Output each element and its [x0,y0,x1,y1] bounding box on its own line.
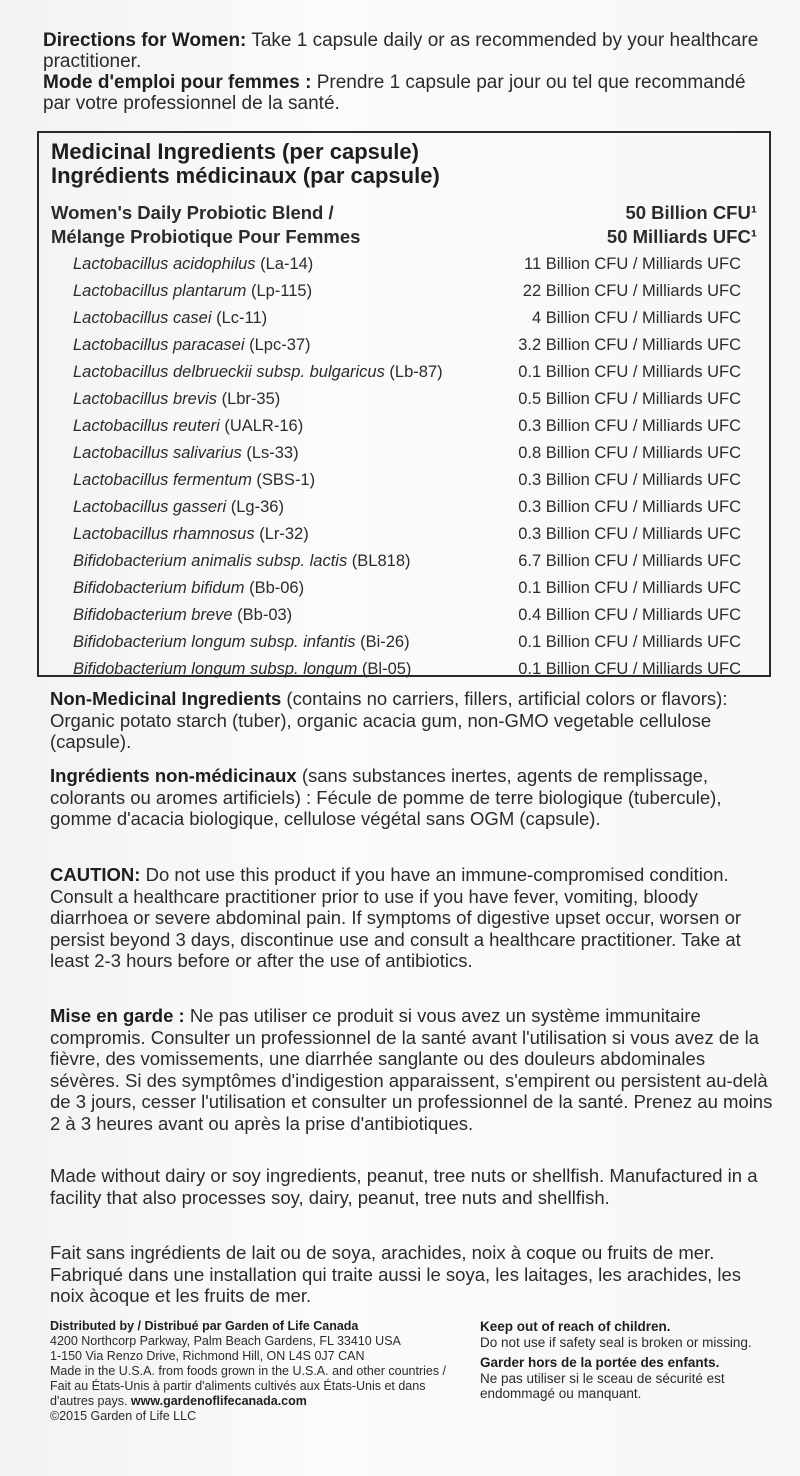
ingredient-amount: 0.1 Billion CFU / Milliards UFC [518,660,741,678]
ingredient-row [73,440,741,467]
ingredient-row [73,548,741,575]
ingredient-amount: 3.2 Billion CFU / Milliards UFC [518,336,741,354]
ingredient-row [73,251,741,278]
ingredient-row [73,575,741,602]
ingredient-list [73,251,741,683]
ingredient-name: Lactobacillus casei (Lc-11) [73,309,268,327]
ingredient-name: Lactobacillus delbrueckii subsp. bulgaricus (Lb-87) [73,363,443,381]
ingredient-amount: 0.1 Billion CFU / Milliards UFC [518,579,741,597]
ingredient-name: Bifidobacterium bifidum (Bb-06) [73,579,305,597]
website-link[interactable]: www.gardenoflifecanada.com [130,1394,307,1408]
ingredient-amount: 0.3 Billion CFU / Milliards UFC [518,417,741,435]
ingredient-amount: 11 Billion CFU / Milliards UFC [524,255,741,273]
ingredient-amount: 0.3 Billion CFU / Milliards UFC [518,525,741,543]
allergen-statement-en: Made without dairy or soy ingredients, peanut, tree nuts or shellfish. Manufactured in a facility that also processes soy, dairy, peanut, tree nuts and shellfish. [50,1165,758,1208]
ingredient-name: Bifidobacterium animalis subsp. lactis (BL818) [73,552,411,570]
allergen-statement-fr: Fait sans ingrédients de lait ou de soya, arachides, noix à coque ou fruits de mer. Fabriqué dans une installation qui traite aussi le soya, les laitages, les arachides, les noix àcoque et les fruits de mer. [50,1242,742,1306]
ingredient-row [73,629,741,656]
directions-fr: Mode d'emploi pour femmes : Prendre 1 capsule par jour ou tel que recommandé par votre professionnel de la santé. [43,72,746,114]
medicinal-ingredients-box [37,131,771,677]
ingredient-amount: 0.1 Billion CFU / Milliards UFC [518,363,741,381]
directions-section [43,30,763,114]
ingredient-name: Lactobacillus reuteri (UALR-16) [73,417,304,435]
ingredient-amount: 22 Billion CFU / Milliards UFC [522,282,741,300]
ingredient-row [73,278,741,305]
ingredient-row [73,494,741,521]
ingredient-row [73,332,741,359]
ingredient-name: Lactobacillus brevis (Lbr-35) [73,390,281,408]
non-medicinal-en: Non-Medicinal Ingredients (contains no carriers, fillers, artificial colors or flavors): Organic potato starch (tuber), organic acacia gum, non-GMO vegetable cellulose (capsule). [50,688,728,752]
caution-fr: Mise en garde : Ne pas utiliser ce produit si vous avez un système immunitaire compromis. Consulter un professionnel de la santé avant l'utilisation si vous avez de la fièvre, des vomissements, une diarrhée sanglante ou des douleurs abdominales sévères. Si des symptômes d'indigestion apparaissent, s'empirent ou persistent au-delà de 3 jours, cesser l'utilisation et consulter un professionnel de la santé. Prenez au moins 2 à 3 heures avant ou après la prise d'antibiotiques. [50,1005,773,1134]
blend-total: 50 Billion CFU¹ 50 Milliards UFC¹ [606,202,757,247]
ingredient-amount: 6.7 Billion CFU / Milliards UFC [518,552,741,570]
ingredient-name: Bifidobacterium longum subsp. infantis (Bi-26) [73,633,410,651]
ingredient-name: Bifidobacterium breve (Bb-03) [73,606,293,624]
non-medicinal-fr: Ingrédients non-médicinaux (sans substances inertes, agents de remplissage, colorants ou aromes artificiels) : Fécule de pomme de terre biologique (tubercule), gomme d'acacia biologique, cellulose végétal sans OGM (capsule). [50,765,722,829]
ingredient-name: Lactobacillus salivarius (Ls-33) [73,444,299,462]
ingredient-name: Lactobacillus fermentum (SBS-1) [73,471,316,489]
ingredient-name: Lactobacillus gasseri (Lg-36) [73,498,284,516]
ingredient-amount: 4 Billion CFU / Milliards UFC [531,309,741,327]
blend-name: Women's Daily Probiotic Blend / Mélange Probiotique Pour Femmes [51,202,361,247]
ingredient-row [73,386,741,413]
ingredient-row [73,413,741,440]
ingredient-amount: 0.3 Billion CFU / Milliards UFC [518,471,741,489]
ingredient-amount: 0.3 Billion CFU / Milliards UFC [518,498,741,516]
ingredient-name: Bifidobacterium longum subsp. longum (Bl-05) [73,660,412,678]
ingredient-row [73,656,741,683]
ingredient-row [73,521,741,548]
directions-en: Directions for Women: Take 1 capsule daily or as recommended by your healthcare practitioner. [43,30,759,72]
ingredient-row [73,602,741,629]
ingredient-amount: 0.1 Billion CFU / Milliards UFC [518,633,741,651]
ingredient-name: Lactobacillus rhamnosus (Lr-32) [73,525,309,543]
ingredient-amount: 0.8 Billion CFU / Milliards UFC [518,444,741,462]
ingredient-amount: 0.4 Billion CFU / Milliards UFC [518,606,741,624]
ingredient-row [73,467,741,494]
caution-en: CAUTION: Do not use this product if you have an immune-compromised condition. Consult a healthcare practitioner prior to use if you have fever, vomiting, bloody diarrhoea or severe abdominal pain. If symptoms of digestive upset occur, worsen or persist beyond 3 days, discontinue use and consult a healthcare practitioner. Take at least 2-3 hours before or after the use of antibiotics. [50,864,742,971]
ingredient-row [73,305,741,332]
distributor-info: Distributed by / Distribué par Garden of Life Canada 4200 Northcorp Parkway, Palm Beach Gardens, FL 33410 USA 1-150 Via Renzo Drive, Richmond Hill, ON L4S 0J7 CAN Made in the U.S.A. from foods grown in the U.S.A. and other countries / Fait au États-Unis à partir d'aliments cultivés aux États-Unis et dans d'autres pays. www.gardenoflifecanada.com ©2015 Garden of Life LLC [50,1319,447,1423]
ingredient-amount: 0.5 Billion CFU / Milliards UFC [518,390,741,408]
ingredient-row [73,359,741,386]
ingredient-name: Lactobacillus plantarum (Lp-115) [73,282,313,300]
safety-warning: Keep out of reach of children. Do not use if safety seal is broken or missing. Garder hors de la portée des enfants. Ne pas utiliser si le sceau de sécurité est endommagé ou manquant. [480,1319,752,1401]
medicinal-title: Medicinal Ingredients (per capsule) Ingrédients médicinaux (par capsule) [51,139,440,188]
ingredient-name: Lactobacillus acidophilus (La-14) [73,255,314,273]
ingredient-name: Lactobacillus paracasei (Lpc-37) [73,336,311,354]
